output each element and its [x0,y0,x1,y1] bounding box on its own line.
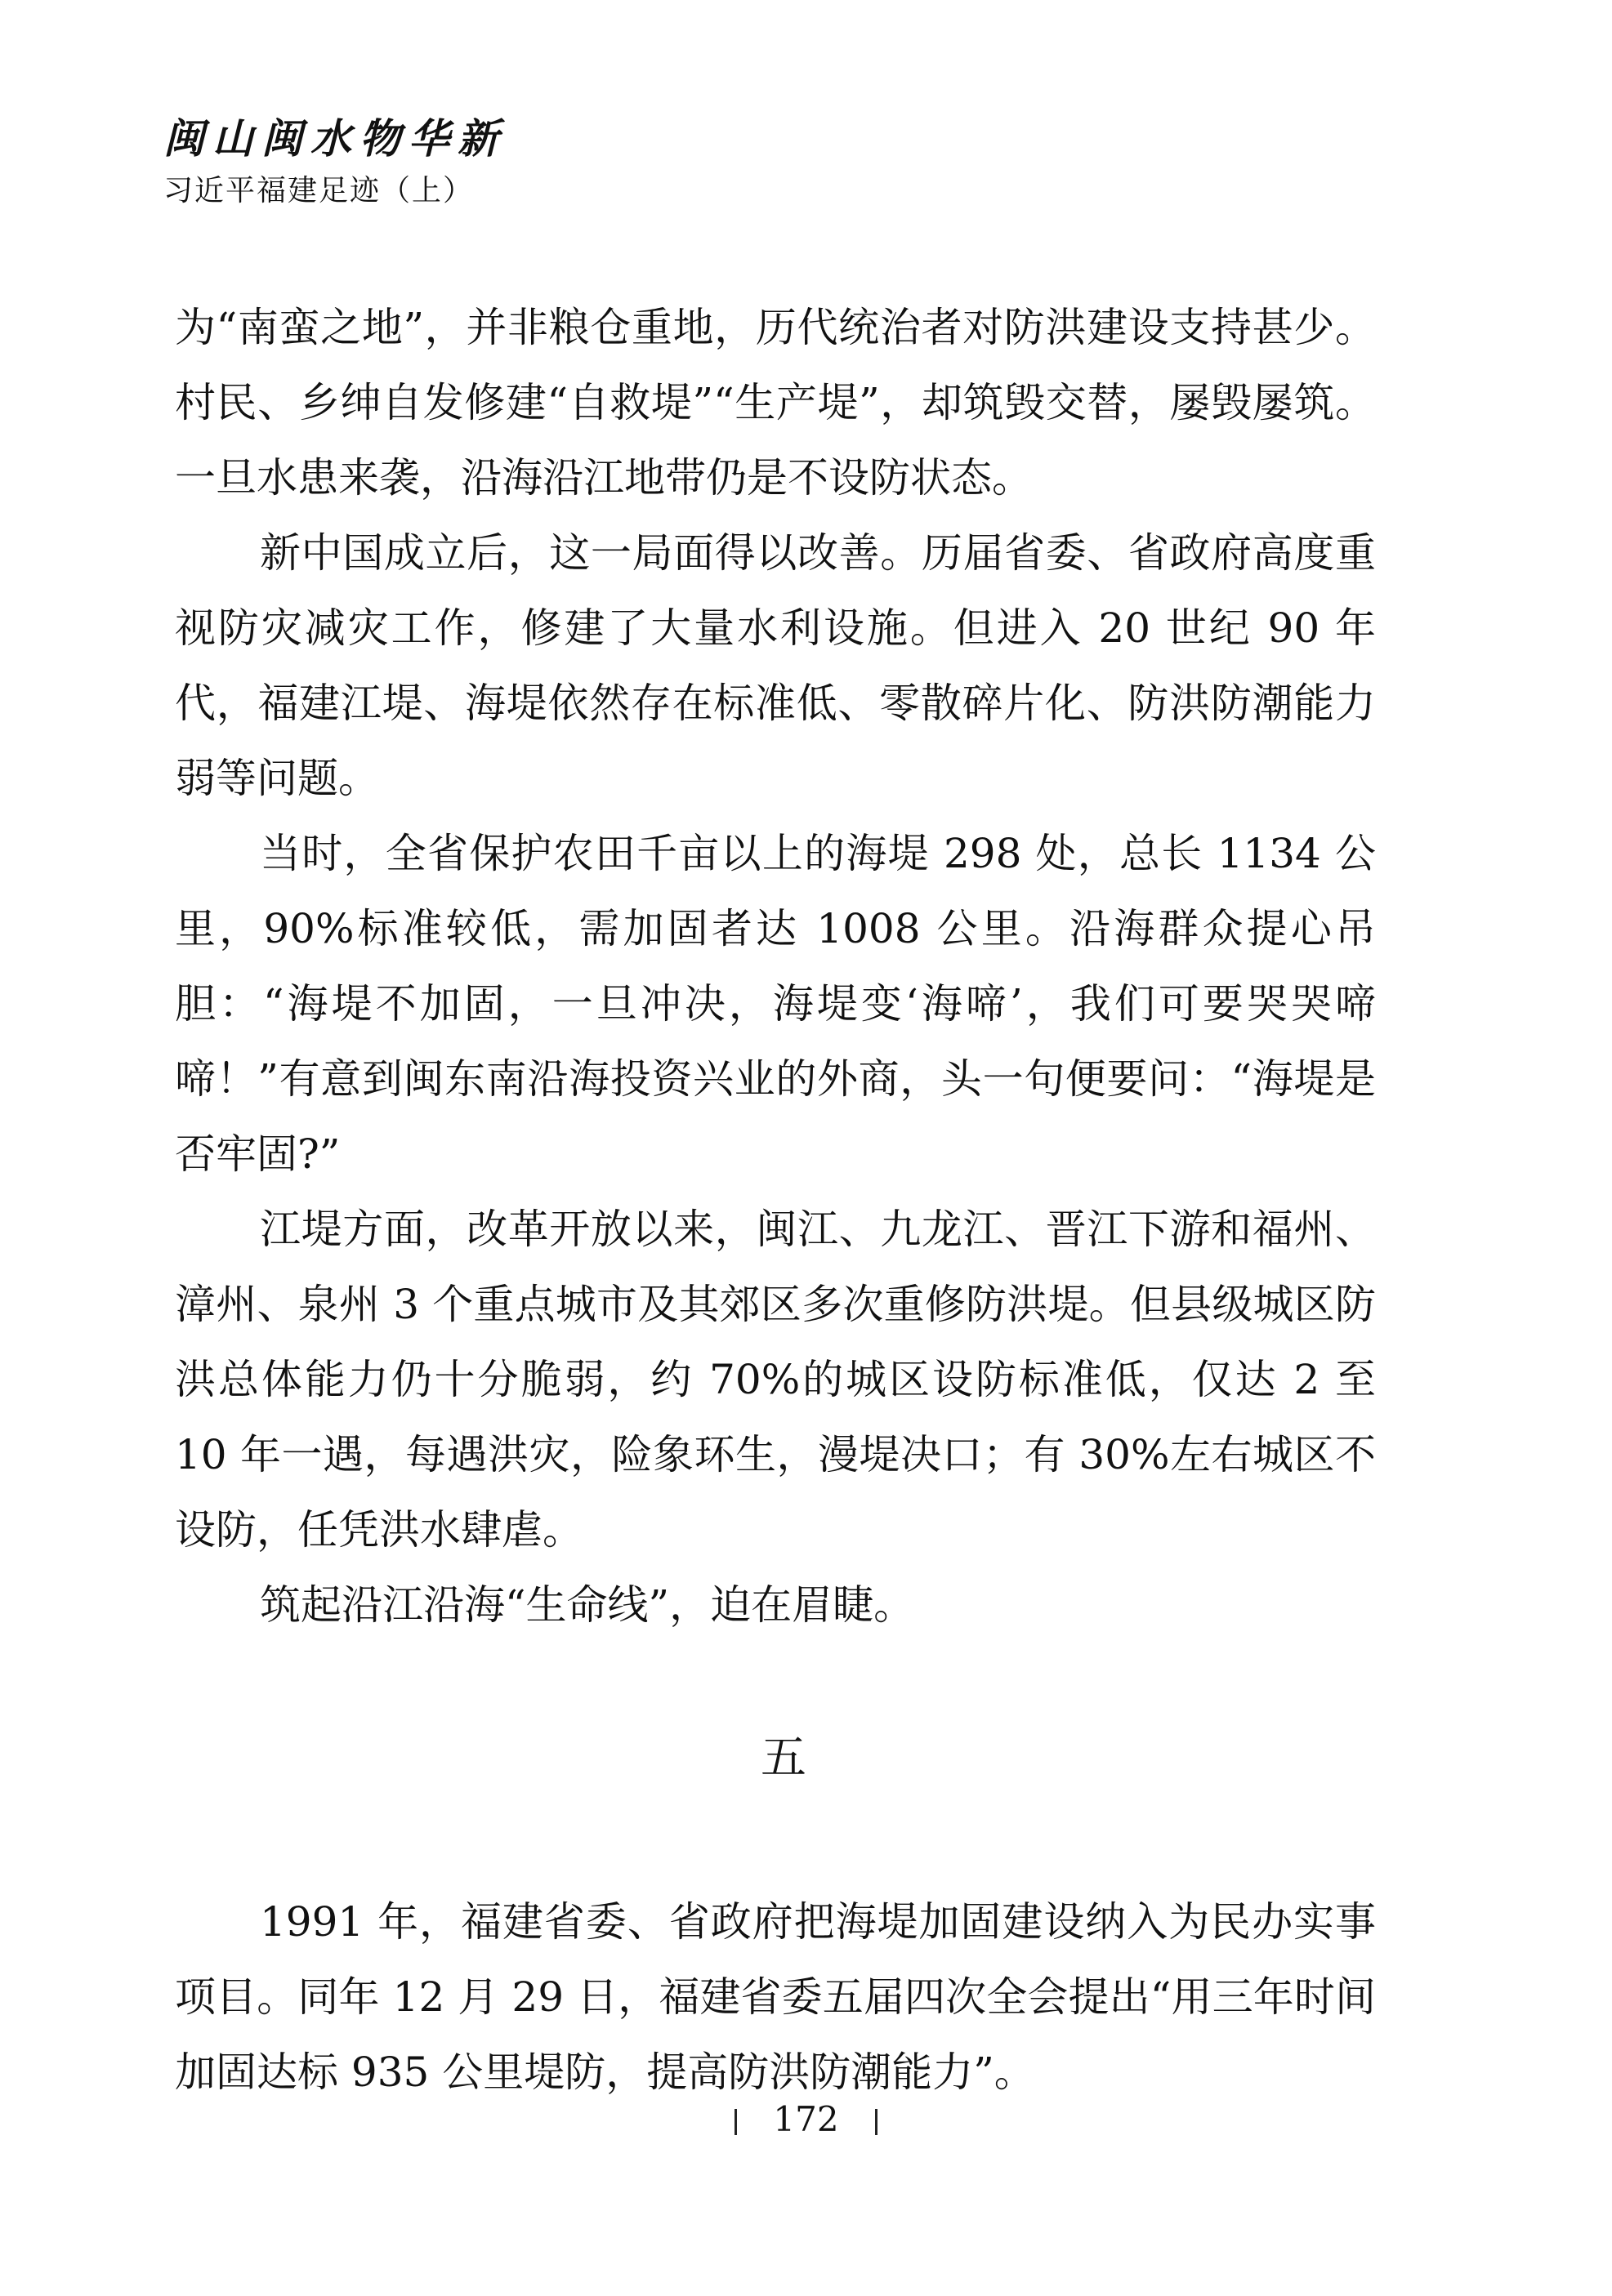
book-subtitle: 习近平福建足迹（上） [163,174,475,207]
paragraph: 筑起沿江沿海“生命线”，迫在眉睫。 [260,1581,915,1629]
section-heading: 五 [761,1732,806,1785]
page-number: 172 [773,2099,839,2139]
paragraph: 当时，全省保护农田千亩以上的海堤 298 处，总长 1134 公里，90%标准较低，需加固者达 1008 公里。沿海群众提心吊胆：“海堤不加固，一旦冲决，海堤变‘海啼’，我们可要哭哭啼啼！”有意到闽东南沿海投资兴业的外商，头一句便要问：“海堤是否牢固?” [175,830,1376,1178]
body-text [175,290,1376,2110]
paragraph: 新中国成立后，这一局面得以改善。历届省委、省政府高度重视防灾减灾工作，修建了大量水利设施。但进入 20 世纪 90 年代，福建江堤、海堤依然存在标准低、零散碎片化、防洪防潮能力弱等问题。 [175,529,1376,802]
page-footer [0,2099,1612,2140]
paragraph: 江堤方面，改革开放以来，闽江、九龙江、晋江下游和福州、漳州、泉州 3 个重点城市及其郊区多次重修防洪堤。但县级城区防洪总体能力仍十分脆弱，约 70%的城区设防标准低，仅达 2 至 10 年一遇，每遇洪灾，险象环生，漫堤决口；有 30%左右城区不设防，任凭洪水肆虐。 [175,1206,1376,1554]
folio-bar-right [875,2109,877,2135]
folio-bar-left [735,2109,737,2135]
series-title: 闽山闽水物华新 [163,114,507,163]
running-head [163,114,507,211]
paragraph-continued: 为“南蛮之地”，并非粮仓重地，历代统治者对防洪建设支持甚少。村民、乡绅自发修建“自救堤”“生产堤”，却筑毁交替，屡毁屡筑。一旦水患来袭，沿海沿江地带仍是不设防状态。 [175,304,1376,502]
paragraph: 1991 年，福建省委、省政府把海堤加固建设纳入为民办实事项目。同年 12 月 29 日，福建省委五届四次全会提出“用三年时间加固达标 935 公里堤防，提高防洪防潮能力”。 [175,1898,1376,2096]
